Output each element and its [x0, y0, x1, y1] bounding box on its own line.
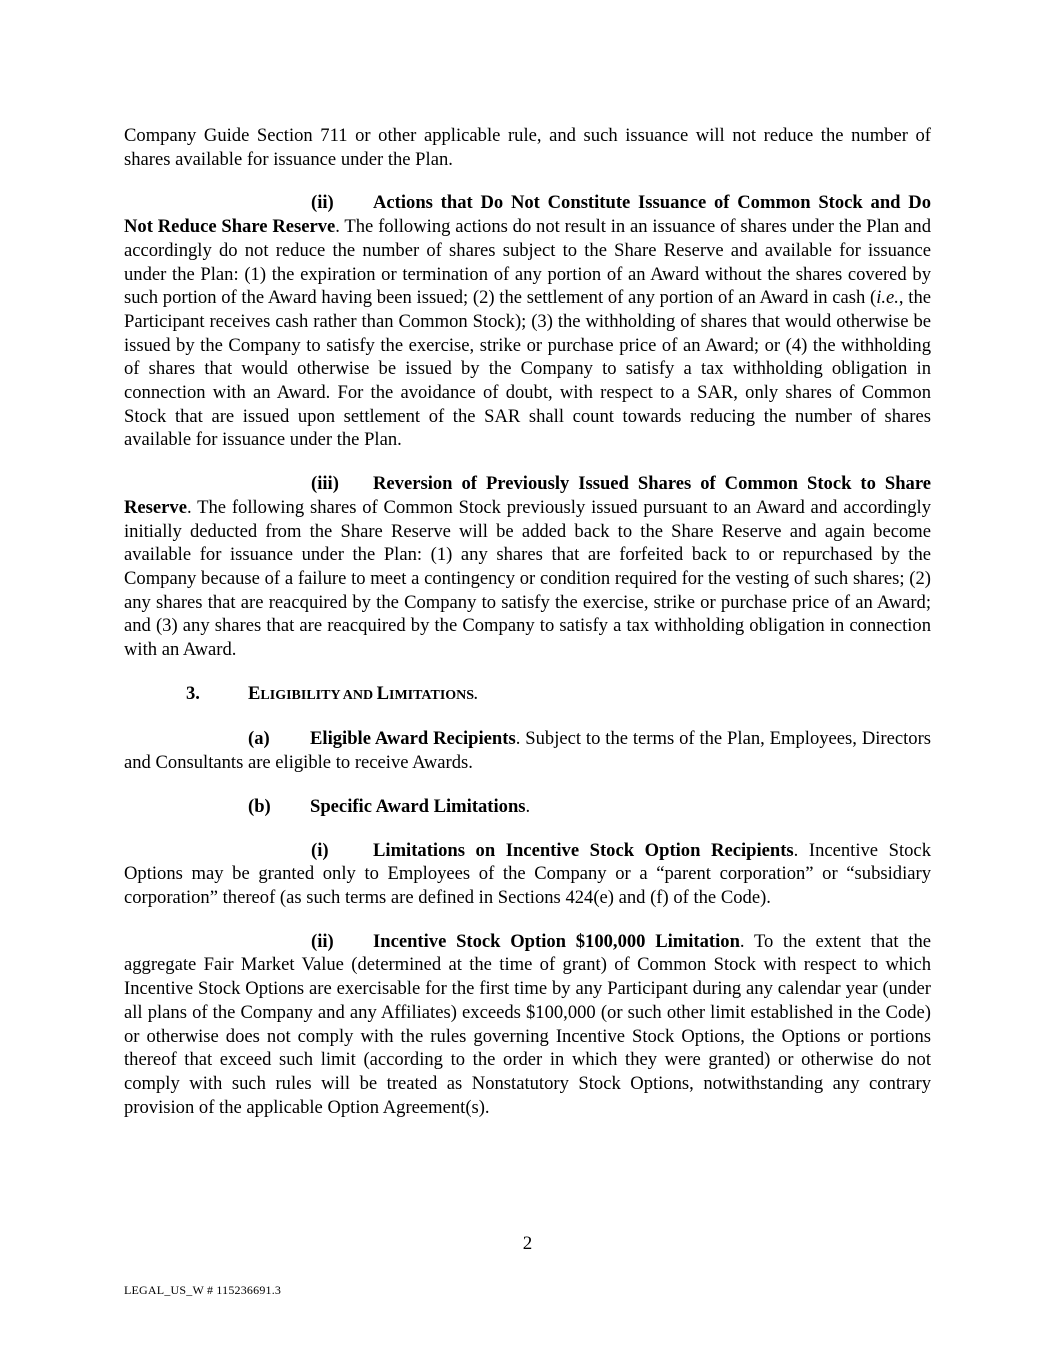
- section-3b-ii-text: . To the extent that the aggregate Fair Market Value (determined at the time of grant) of Common Stock with respect to which Incentive Stock Options are exercisable for the first time by any Participant during any calendar year (under all plans of the Company and any Affiliates) exceeds $100,000 (or such other limit established in the Code) or otherwise does not comply with the rules governing Incentive Stock Options, the Options or portions thereof that exceed such limit (according to the order in which they were granted) or otherwise do not comply with such rules will be treated as Nonstatutory Stock Options, notwithstanding any contrary provision of the applicable Option Agreement(s).: [124, 930, 931, 1118]
- section-2-ii-number: (ii): [311, 192, 334, 214]
- section-2-iii-text: . The following shares of Common Stock previously issued pursuant to an Award and accordingly initially deducted from the Share Reserve will be added back to the Share Reserve and again become available for issuance under the Plan: (1) any shares that are forfeited back to or repurchased by the Company because of a failure to meet a contingency or condition required for the vesting of such shares; (2) any shares that are reacquired by the Company to satisfy the exercise, strike or purchase price of an Award; and (3) any shares that are reacquired by the Company to satisfy a tax withholding obligation in connection with an Award.: [124, 496, 931, 661]
- section-3-heading-ligibility: LIGIBILITY AND: [260, 687, 377, 703]
- section-3b-ii-number: (ii): [311, 930, 334, 952]
- section-2-ii-paragraph: [124, 191, 931, 452]
- section-3-heading: [124, 682, 931, 708]
- section-3b-paragraph: [124, 795, 931, 819]
- section-3b-i-text: . Incentive Stock Options may be granted only to Employees of the Company or a “parent corporation” or “subsidiary corporation” thereof (as such terms are defined in Sections 424(e) and (f) of the Code).: [124, 839, 931, 908]
- section-3-heading-l: L: [376, 682, 389, 704]
- section-2-ii-text-b: , the Participant receives cash rather than Common Stock); (3) the withholding of shares that would otherwise be issued by the Company to satisfy the exercise, strike or purchase price of an Award; or (4) the withholding of shares that would otherwise be issued by the Company to satisfy a tax withholding obligation in connection with an Award. For the avoidance of doubt, with respect to a SAR, only shares of Common Stock that are issued upon settlement of the SAR shall count towards reducing the number of shares available for issuance under the Plan.: [124, 287, 931, 451]
- section-2-iii-number: (iii): [311, 473, 339, 495]
- section-2-iii-paragraph: [124, 472, 931, 662]
- section-3b-i-paragraph: [124, 839, 931, 910]
- section-3b-heading: Specific Award Limitations: [310, 795, 526, 817]
- section-3b-number: (b): [248, 795, 271, 817]
- section-3a-heading: Eligible Award Recipients: [310, 728, 516, 750]
- section-3a-text: . Subject to the terms of the Plan, Employees, Directors and Consultants are eligible to receive Awards.: [124, 728, 931, 774]
- section-2-ii-heading: Actions that Do Not Constitute Issuance of Common Stock and Do Not Reduce Share Reserve: [124, 192, 931, 238]
- section-3b-i-heading: Limitations on Incentive Stock Option Recipients: [373, 839, 794, 861]
- intro-paragraph: Company Guide Section 711 or other applicable rule, and such issuance will not reduce the number of shares available for issuance under the Plan.: [124, 125, 931, 170]
- section-2-ii-text-a: . The following actions do not result in an issuance of shares under the Plan and accordingly do not reduce the number of shares subject to the Share Reserve and available for issuance under the Plan: (1) the expiration or termination of any portion of an Award without the shares covered by such portion of the Award having been issued; (2) the settlement of any portion of an Award in cash (: [124, 216, 931, 309]
- section-3-heading-imitations: IMITATIONS.: [389, 687, 478, 703]
- section-3a-number: (a): [248, 728, 270, 750]
- section-2-ii-italic: i.e.: [876, 287, 899, 309]
- section-3-number: 3.: [186, 682, 200, 704]
- section-3b-i-number: (i): [311, 839, 329, 861]
- section-2-iii-heading: Reversion of Previously Issued Shares of Common Stock to Share Reserve: [124, 473, 931, 518]
- section-3a-paragraph: [124, 727, 931, 774]
- document-footer-id: LEGAL_US_W # 115236691.3: [124, 1283, 282, 1297]
- section-3-heading-e: E: [248, 682, 261, 704]
- document-body: [124, 124, 931, 1139]
- section-3b-ii-paragraph: [124, 930, 931, 1120]
- page-number: 2: [522, 1233, 533, 1254]
- section-3b-ii-heading: Incentive Stock Option $100,000 Limitation: [373, 930, 740, 952]
- section-3b-text: .: [525, 795, 531, 817]
